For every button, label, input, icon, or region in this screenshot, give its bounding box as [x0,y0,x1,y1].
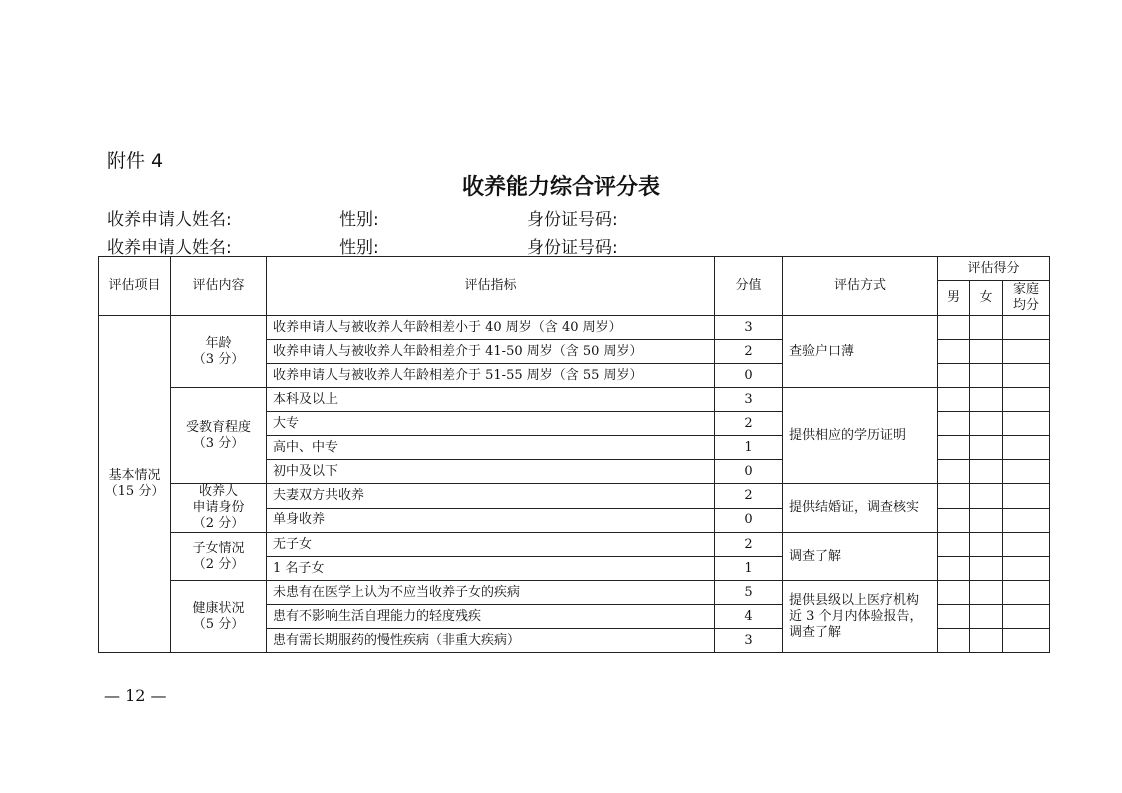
table-row [99,388,1050,412]
family-average-cell[interactable] [1003,460,1050,484]
indicator-cell: 收养申请人与被收养人年龄相差小于 40 周岁（含 40 周岁） [267,316,715,340]
score-cell: 0 [715,508,783,533]
score-cell: 1 [715,436,783,460]
indicator-cell: 患有需长期服药的慢性疾病（非重大疾病） [267,629,715,653]
female-score-cell[interactable] [970,364,1003,388]
header-item: 评估项目 [99,257,171,316]
score-cell: 0 [715,460,783,484]
female-score-cell[interactable] [970,533,1003,557]
male-score-cell[interactable] [938,388,970,412]
score-cell: 3 [715,388,783,412]
evaluation-table [98,256,1050,653]
male-score-cell[interactable] [938,484,970,509]
male-score-cell[interactable] [938,533,970,557]
family-average-cell[interactable] [1003,581,1050,605]
family-average-cell[interactable] [1003,340,1050,364]
indicator-cell: 未患有在医学上认为不应当收养子女的疾病 [267,581,715,605]
table-row [99,533,1050,557]
female-score-cell[interactable] [970,581,1003,605]
family-average-cell[interactable] [1003,484,1050,509]
male-score-cell[interactable] [938,436,970,460]
male-score-cell[interactable] [938,629,970,653]
method-cell: 查验户口薄 [783,316,938,388]
header-method: 评估方式 [783,257,938,316]
indicator-cell: 大专 [267,412,715,436]
header-female: 女 [970,281,1003,316]
female-score-cell[interactable] [970,412,1003,436]
male-score-cell[interactable] [938,340,970,364]
female-score-cell[interactable] [970,605,1003,629]
female-score-cell[interactable] [970,557,1003,581]
header-content: 评估内容 [171,257,267,316]
header-result: 评估得分 [938,257,1050,281]
male-score-cell[interactable] [938,581,970,605]
score-cell: 2 [715,484,783,509]
male-score-cell[interactable] [938,557,970,581]
attachment-label: 附件 4 [107,150,164,172]
male-score-cell[interactable] [938,412,970,436]
header-male: 男 [938,281,970,316]
applicant-name-label: 收养申请人姓名: [107,210,232,230]
score-cell: 0 [715,364,783,388]
male-score-cell[interactable] [938,364,970,388]
gender-label: 性别: [339,238,379,258]
female-score-cell[interactable] [970,388,1003,412]
table-row [99,316,1050,340]
score-cell: 4 [715,605,783,629]
family-average-cell[interactable] [1003,412,1050,436]
family-average-cell[interactable] [1003,605,1050,629]
content-cell: 受教育程度 （3 分） [171,388,267,484]
indicator-cell: 收养申请人与被收养人年龄相差介于 51-55 周岁（含 55 周岁） [267,364,715,388]
male-score-cell[interactable] [938,508,970,533]
applicant-info-line-2 [107,233,807,257]
score-cell: 5 [715,581,783,605]
family-average-cell[interactable] [1003,436,1050,460]
family-average-cell[interactable] [1003,557,1050,581]
male-score-cell[interactable] [938,460,970,484]
gender-label: 性别: [339,210,379,230]
method-cell: 提供相应的学历证明 [783,388,938,484]
score-cell: 3 [715,316,783,340]
id-number-label: 身份证号码: [527,238,618,258]
female-score-cell[interactable] [970,340,1003,364]
female-score-cell[interactable] [970,460,1003,484]
applicant-name-label: 收养申请人姓名: [107,238,232,258]
score-cell: 2 [715,533,783,557]
score-cell: 3 [715,629,783,653]
female-score-cell[interactable] [970,436,1003,460]
male-score-cell[interactable] [938,605,970,629]
header-score: 分值 [715,257,783,316]
indicator-cell: 1 名子女 [267,557,715,581]
table-row [99,484,1050,509]
indicator-cell: 本科及以上 [267,388,715,412]
indicator-cell: 夫妻双方共收养 [267,484,715,509]
header-indicator: 评估指标 [267,257,715,316]
method-cell: 提供县级以上医疗机构 近 3 个月内体验报告， 调查了解 [783,581,938,653]
indicator-cell: 收养申请人与被收养人年龄相差介于 41-50 周岁（含 50 周岁） [267,340,715,364]
indicator-cell: 初中及以下 [267,460,715,484]
female-score-cell[interactable] [970,484,1003,509]
header-row [99,257,1050,281]
method-cell: 提供结婚证，调查核实 [783,484,938,533]
document-title: 收养能力综合评分表 [461,175,660,200]
score-cell: 1 [715,557,783,581]
table-row [99,581,1050,605]
family-average-cell[interactable] [1003,629,1050,653]
applicant-info-line-1 [107,205,807,229]
indicator-cell: 高中、中专 [267,436,715,460]
family-average-cell[interactable] [1003,316,1050,340]
score-cell: 2 [715,340,783,364]
indicator-cell: 无子女 [267,533,715,557]
content-cell: 年龄 （3 分） [171,316,267,388]
method-cell: 调查了解 [783,533,938,581]
content-cell: 健康状况 （5 分） [171,581,267,653]
indicator-cell: 患有不影响生活自理能力的轻度残疾 [267,605,715,629]
family-average-cell[interactable] [1003,533,1050,557]
indicator-cell: 单身收养 [267,508,715,533]
male-score-cell[interactable] [938,316,970,340]
content-cell: 收养人 申请身份 （2 分） [171,484,267,533]
family-average-cell[interactable] [1003,388,1050,412]
female-score-cell[interactable] [970,316,1003,340]
page-number: — 12 — [104,686,167,705]
id-number-label: 身份证号码: [527,210,618,230]
content-cell: 子女情况 （2 分） [171,533,267,581]
score-cell: 2 [715,412,783,436]
female-score-cell[interactable] [970,508,1003,533]
female-score-cell[interactable] [970,629,1003,653]
family-average-cell[interactable] [1003,364,1050,388]
family-average-cell[interactable] [1003,508,1050,533]
header-family-average: 家庭 均分 [1003,281,1050,316]
category-cell: 基本情况 （15 分） [99,316,171,653]
